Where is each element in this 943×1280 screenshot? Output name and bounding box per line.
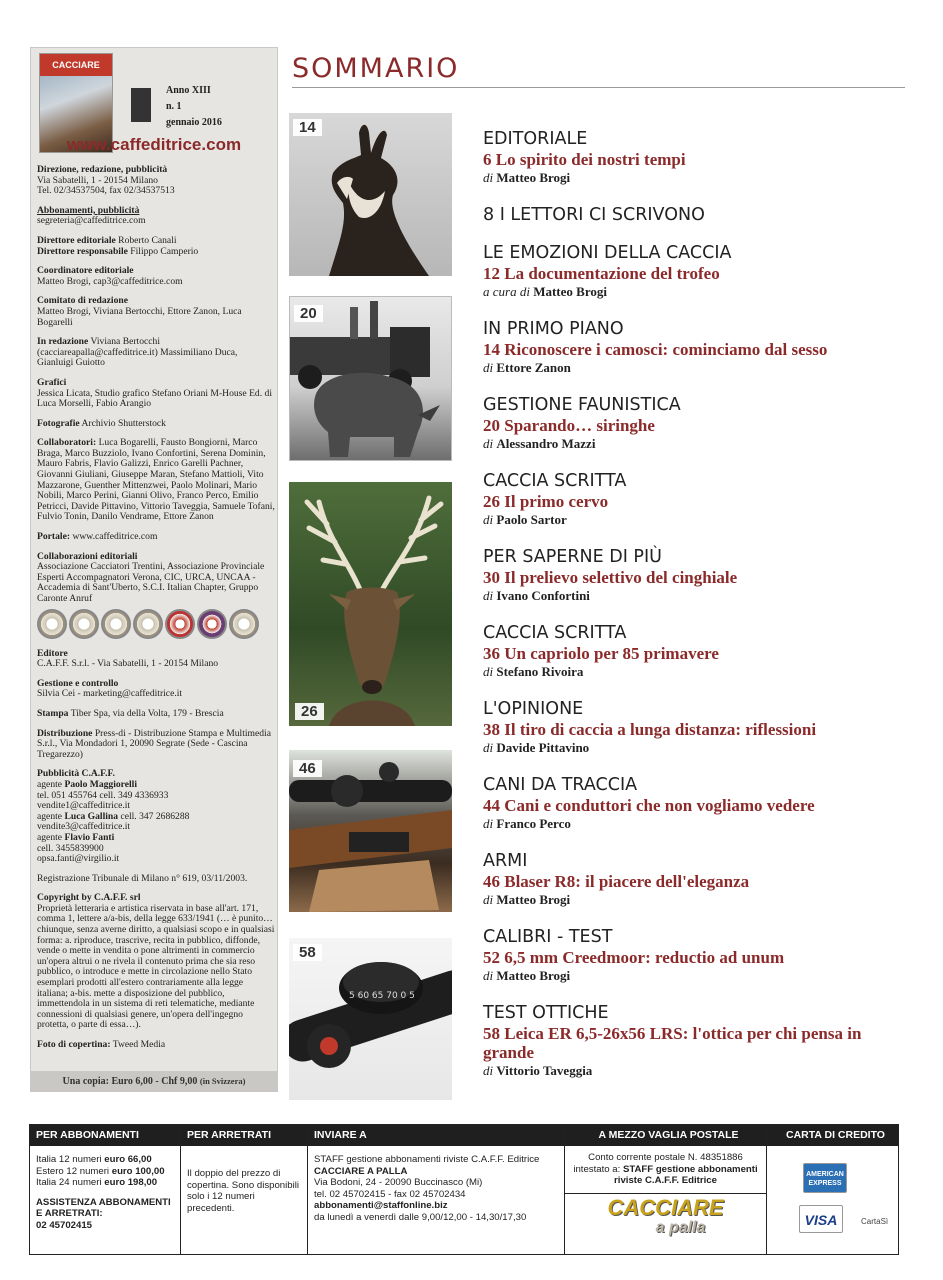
article-title-text: Cani e conduttori che non vogliamo vedere (504, 796, 815, 815)
byline (483, 283, 903, 301)
section-title: CALIBRI - TEST (483, 927, 613, 947)
toc-entry[interactable] (483, 394, 903, 453)
intestato-value: STAFF gestione abbonamenti riviste C.A.F.F. Editrice (614, 1163, 758, 1187)
byline-prefix: di (483, 588, 494, 603)
arretrati-column (181, 1125, 308, 1254)
byline-prefix: di (483, 512, 494, 527)
abbonamenti-email[interactable]: segreteria@caffeditrice.com (37, 215, 146, 227)
byline (483, 663, 903, 681)
author: Matteo Brogi (496, 968, 571, 983)
amex-icon: AMERICAN EXPRESS (803, 1163, 847, 1193)
grafici-block (37, 378, 275, 410)
author: Paolo Sartor (496, 512, 567, 527)
page-number: 30 (483, 568, 500, 587)
byline-prefix: a cura di (483, 284, 530, 299)
direttore-responsabile-label: Direttore responsabile (37, 245, 128, 257)
photo-page-number: 26 (295, 703, 324, 720)
agent2-email[interactable]: vendite3@caffeditrice.it (37, 821, 131, 833)
direttore-responsabile-value: Filippo Camperio (130, 245, 199, 257)
section-title: PER SAPERNE DI PIÙ (483, 547, 662, 567)
price-main: Una copia: Euro 6,00 - Chf 9,00 (62, 1076, 198, 1087)
foto-copertina-label: Foto di copertina: (37, 1039, 111, 1050)
pubblicita-label: Pubblicità C.A.F.F. (37, 768, 115, 780)
in-redazione-value: Viviana Bertocchi (cacciareapalla@caffeditrice.it) Massimiliano Duca, Gianluigi Guiotto (37, 336, 238, 369)
article-title (483, 264, 903, 283)
masthead-credits (37, 165, 275, 1060)
stampa-value: Tiber Spa, via della Volta, 179 - Brescia (70, 707, 224, 719)
foto-copertina-value: Tweed Media (112, 1039, 166, 1050)
distribuzione-label: Distribuzione (37, 727, 93, 739)
author: Franco Perco (496, 816, 571, 831)
pubblicita-block (37, 769, 275, 864)
byline-prefix: di (483, 1063, 494, 1078)
page-number: 6 (483, 150, 492, 169)
carta-heading: CARTA DI CREDITO (767, 1125, 898, 1146)
section-title: GESTIONE FAUNISTICA (483, 395, 681, 415)
byline (483, 359, 903, 377)
agent1-contact: tel. 051 455764 cell. 349 4336933 (37, 789, 169, 801)
byline-prefix: di (483, 170, 494, 185)
agent2-name: Luca Gallina (64, 810, 119, 822)
collaborazioni-label: Collaborazioni editoriali (37, 550, 138, 562)
subscription-footer (29, 1124, 899, 1255)
chamois-illustration (289, 113, 452, 276)
article-title (483, 340, 903, 359)
svg-text:5 60 65 70 0 5: 5 60 65 70 0 5 (349, 991, 415, 1001)
article-title-text: La documentazione del trofeo (504, 264, 720, 283)
toc-entry[interactable] (483, 774, 903, 833)
direzione-block (37, 165, 275, 197)
editore-label: Editore (37, 647, 68, 659)
logo-main: CACCIARE (607, 1194, 724, 1220)
page-number: 14 (483, 340, 500, 359)
inviare-magazine: CACCIARE A PALLA (314, 1165, 408, 1177)
cover-logo: CACCIARE (40, 54, 112, 76)
title-divider (292, 87, 905, 88)
photo-rhino-truck (289, 296, 452, 461)
article-title (483, 948, 903, 967)
intestato-prefix: intestato a: (573, 1163, 621, 1175)
in-redazione-label: In redazione (37, 336, 89, 348)
byline (483, 169, 903, 187)
issue-info (166, 83, 222, 131)
inviare-body (308, 1146, 564, 1224)
article-title-text: Lo spirito dei nostri tempi (495, 150, 686, 169)
foto-copertina-block (37, 1040, 275, 1051)
carta-column (767, 1125, 898, 1254)
caff-logo (131, 88, 151, 122)
stampa-label: Stampa (37, 707, 69, 719)
toc-entry[interactable] (483, 318, 903, 377)
inviare-column (308, 1125, 565, 1254)
issue-date: gennaio 2016 (166, 117, 222, 128)
fotografie-value: Archivio Shutterstock (81, 417, 166, 429)
article-title (483, 872, 903, 891)
author: Ivano Confortini (496, 588, 590, 603)
page-number: 38 (483, 720, 500, 739)
inviare-phone: tel. 02 45702415 - fax 02 45702434 (314, 1188, 466, 1200)
registrazione: Registrazione Tribunale di Milano n° 619, 03/11/2003. (37, 872, 248, 884)
article-title-text: 6,5 mm Creedmoor: reductio ad unum (504, 948, 785, 967)
page-number: 26 (483, 492, 500, 511)
agent1-email[interactable]: vendite1@caffeditrice.it (37, 800, 131, 812)
article-title (483, 644, 903, 663)
gestione-label: Gestione e controllo (37, 677, 119, 689)
direttori-block (37, 236, 275, 257)
section-title: CACCIA SCRITTA (483, 471, 627, 491)
byline (483, 967, 903, 985)
in-redazione-block (37, 337, 275, 369)
abbonamenti-heading: PER ABBONAMENTI (30, 1125, 180, 1146)
portale-block (37, 532, 275, 543)
direzione-tel: Tel. 02/34537504, fax 02/34537513 (37, 185, 175, 197)
abbonamenti-label: Abbonamenti, pubblicità (37, 204, 140, 216)
inviare-email[interactable]: abbonamenti@staffonline.biz (314, 1200, 448, 1212)
page-number: 52 (483, 948, 500, 967)
agent1-name: Paolo Maggiorelli (64, 778, 138, 790)
page-number: 36 (483, 644, 500, 663)
article-title-text: Blaser R8: il piacere dell'eleganza (504, 872, 750, 891)
leica-scope-illustration (289, 938, 452, 1100)
agent2-contact: cell. 347 2686288 (120, 810, 190, 822)
issue-number: n. 1 (166, 101, 182, 112)
article-title-text: Leica ER 6,5-26x56 LRS: l'ottica per chi pensa in grande (483, 1024, 862, 1062)
author: Matteo Brogi (496, 892, 571, 907)
collaboratori-block (37, 438, 275, 523)
byline-prefix: di (483, 892, 494, 907)
logo-sub: a palla (655, 1218, 706, 1236)
editore-value: C.A.F.F. S.r.l. - Via Sabatelli, 1 - 20154 Milano (37, 658, 219, 670)
byline (483, 511, 903, 529)
byline-prefix: di (483, 740, 494, 755)
byline-prefix: di (483, 360, 494, 375)
vaglia-body (565, 1146, 766, 1194)
photo-page-number: 58 (293, 944, 322, 961)
inviare-heading: INVIARE A (308, 1125, 564, 1146)
toc-entry[interactable] (483, 698, 903, 757)
distribuzione-value: Press-di - Distribuzione Stampa e Multimedia S.r.l., Via Mondadori 1, 20090 Segrate (Sede - Cascina Tregarezzo) (37, 727, 271, 760)
copyright-label: Copyright by C.A.F.F. srl (37, 892, 141, 904)
portale-value[interactable]: www.caffeditrice.com (72, 531, 158, 543)
toc-entry[interactable] (483, 1002, 903, 1080)
abbonamenti-column (30, 1125, 181, 1254)
issue-year: Anno XIII (166, 85, 211, 96)
arretrati-text: Il doppio del prezzo di copertina. Sono disponibili solo i 12 numeri precedenti. (187, 1168, 300, 1214)
photo-red-deer (289, 482, 452, 726)
masthead-column (30, 47, 278, 1092)
red-deer-illustration (289, 482, 452, 726)
price-line (36, 1177, 174, 1189)
visa-icon: VISA (799, 1205, 843, 1233)
photo-page-number: 46 (293, 760, 322, 777)
price-label: Italia 12 numeri (36, 1154, 102, 1165)
article-title (483, 492, 903, 511)
byline (483, 739, 903, 757)
article-title-text: Un capriolo per 85 primavere (504, 644, 719, 663)
byline-prefix: di (483, 816, 494, 831)
assistenza-phone[interactable]: 02 45702415 (36, 1219, 93, 1231)
direttore-editoriale-value: Roberto Canali (118, 234, 177, 246)
section-title: 8 I LETTORI CI SCRIVONO (483, 205, 705, 225)
price-line (36, 1154, 174, 1166)
vaglia-column (565, 1125, 767, 1254)
byline (483, 815, 903, 833)
section-title: EDITORIALE (483, 129, 588, 149)
association-seal-icon (197, 609, 227, 639)
byline (483, 435, 903, 453)
conto-corrente: Conto corrente postale N. 48351886 (588, 1152, 743, 1163)
collaboratori-label: Collaboratori: (37, 437, 97, 449)
photo-blaser-rifle (289, 750, 452, 912)
page-number: 44 (483, 796, 500, 815)
portale-label: Portale: (37, 531, 71, 543)
article-title (483, 720, 903, 739)
cacciare-a-palla-logo (565, 1194, 766, 1238)
price-note: (in Svizzera) (199, 1076, 246, 1086)
article-title-text: Il tiro di caccia a lunga distanza: riflessioni (504, 720, 817, 739)
price-value: euro 198,00 (104, 1177, 158, 1189)
toc-entry[interactable] (483, 204, 903, 226)
coordinatore-value: Matteo Brogi, cap3@caffeditrice.com (37, 275, 183, 287)
author: Stefano Rivoira (496, 664, 584, 679)
intestato-a (569, 1164, 762, 1187)
coordinatore-block (37, 266, 275, 287)
section-title: ARMI (483, 851, 528, 871)
photo-chamois (289, 113, 452, 276)
author: Matteo Brogi (496, 170, 571, 185)
editore-block (37, 649, 275, 670)
price-label: Italia 24 numeri (36, 1177, 102, 1189)
article-title-text: Il prelievo selettivo del cinghiale (504, 568, 738, 587)
photo-leica-scope (289, 938, 452, 1100)
author: Vittorio Taveggia (496, 1063, 593, 1078)
article-title (483, 150, 903, 169)
association-seal-icon (37, 609, 67, 639)
agent-label: agente (37, 778, 63, 790)
fotografie-block (37, 419, 275, 430)
section-title: IN PRIMO PIANO (483, 319, 624, 339)
author: Alessandro Mazzi (496, 436, 596, 451)
section-title: LE EMOZIONI DELLA CACCIA (483, 243, 732, 263)
agent3-name: Flavio Fanti (64, 831, 115, 843)
toc-entry[interactable] (483, 926, 903, 985)
vaglia-heading: A MEZZO VAGLIA POSTALE (565, 1125, 766, 1146)
inviare-address: Via Bodoni, 24 - 20090 Buccinasco (Mi) (314, 1177, 483, 1189)
page-number: 46 (483, 872, 500, 891)
page-number: 58 (483, 1024, 500, 1043)
price-label: Estero 12 numeri (36, 1165, 110, 1177)
byline-prefix: di (483, 436, 494, 451)
price-value: euro 66,00 (104, 1154, 152, 1165)
direzione-address: Via Sabatelli, 1 - 20154 Milano (37, 174, 158, 186)
article-title-text: Il primo cervo (504, 492, 609, 511)
article-title (483, 796, 903, 815)
comitato-label: Comitato di redazione (37, 295, 128, 307)
gestione-value: Silvia Cei - marketing@caffeditrice.it (37, 688, 183, 700)
inviare-hours: da lunedì a venerdì dalle 9,00/12,00 - 14,30/17,30 (314, 1211, 527, 1223)
grafici-value: Jessica Licata, Studio grafico Stefano Oriani M-House Ed. di Luca Morselli, Fabio Arangio (37, 387, 272, 410)
association-seal-icon (133, 609, 163, 639)
association-seals (37, 609, 275, 639)
direttore-editoriale-label: Direttore editoriale (37, 234, 116, 246)
comitato-block (37, 296, 275, 328)
toc-entry[interactable] (483, 242, 903, 301)
author: Davide Pittavino (496, 740, 590, 755)
toc-entry[interactable] (483, 622, 903, 681)
byline (483, 1062, 903, 1080)
agent-label: agente (37, 831, 63, 843)
section-title: L'OPINIONE (483, 699, 584, 719)
inviare-line: STAFF gestione abbonamenti riviste C.A.F.F. Editrice (314, 1154, 540, 1165)
page-title: SOMMARIO (292, 53, 460, 84)
collaborazioni-block (37, 552, 275, 605)
page-number: 12 (483, 264, 500, 283)
copyright-value: Proprietà letteraria e artistica riservata in base all'art. 171, comma 1, lettere a/a-bis, della legge 633/1941 (… è punito… chiunque, senza averne diritto, a qualsiasi scopo e in qualsiasi forma: a. riproduce, trascrive, recita in pubblico, diffonde, vende o mette in vendita o pone altrimenti in commercio un'opera altrui o ne rivela il contenuto prima che sia reso pubblico, o introduce e mette in circolazione nello Stato esemplari prodotti all'estero contrariamente alla legge italiana; a-bis. mette a disposizione del pubblico, immettendola in un sistema di reti telematiche, mediante connessioni di qualsiasi genere, un'opera dell'ingegno protetta, o parte di essa…). (37, 902, 275, 1031)
assistenza-label: ASSISTENZA ABBONAMENTI E ARRETRATI: (36, 1196, 171, 1220)
association-seal-icon (165, 609, 195, 639)
page-number: 20 (483, 416, 500, 435)
collaborazioni-value: Associazione Cacciatori Trentini, Associazione Provinciale Esperti Accompagnatori Verona, CIC, URCA, UNCAA - Accademia di Sant'Uberto, S.C.I. Italian Chapter, Gruppo Caronte Anruf (37, 561, 265, 604)
toc-entry[interactable] (483, 128, 903, 187)
price-bar (31, 1071, 277, 1091)
toc-entry[interactable] (483, 546, 903, 605)
byline (483, 587, 903, 605)
arretrati-heading: PER ARRETRATI (181, 1125, 307, 1146)
agent-label: agente (37, 810, 63, 822)
grafici-label: Grafici (37, 376, 67, 388)
abbonamenti-body (30, 1146, 180, 1232)
comitato-value: Matteo Brogi, Viviana Bertocchi, Ettore Zanon, Luca Bogarelli (37, 305, 242, 328)
article-title-text: Riconoscere i camosci: cominciamo dal sesso (504, 340, 828, 359)
fotografie-label: Fotografie (37, 417, 80, 429)
abbonamenti-block (37, 206, 275, 227)
section-title: CACCIA SCRITTA (483, 623, 627, 643)
association-seal-icon (69, 609, 99, 639)
association-seal-icon (101, 609, 131, 639)
photo-page-number: 20 (294, 305, 323, 322)
section-title: CANI DA TRACCIA (483, 775, 638, 795)
distribuzione-block (37, 729, 275, 761)
article-title (483, 568, 903, 587)
byline-prefix: di (483, 968, 494, 983)
byline-prefix: di (483, 664, 494, 679)
photo-page-number: 14 (293, 119, 322, 136)
direzione-label: Direzione, redazione, pubblicità (37, 164, 168, 175)
article-title-text: Sparando… siringhe (504, 416, 655, 435)
section-title: TEST OTTICHE (483, 1003, 609, 1023)
website-link[interactable]: www.caffeditrice.com (66, 135, 242, 154)
copyright-block (37, 893, 275, 1031)
gestione-block (37, 679, 275, 700)
coordinatore-label: Coordinatore editoriale (37, 265, 134, 277)
article-title (483, 416, 903, 435)
author: Matteo Brogi (533, 284, 607, 299)
toc-entry[interactable] (483, 850, 903, 909)
price-value: euro 100,00 (111, 1165, 165, 1177)
price-line (36, 1166, 174, 1178)
agent3-contact: cell. 3455839900 (37, 842, 104, 854)
byline (483, 891, 903, 909)
association-seal-icon (229, 609, 259, 639)
author: Ettore Zanon (496, 360, 571, 375)
stampa-block (37, 709, 275, 720)
collaboratori-value: Luca Bogarelli, Fausto Bongiorni, Marco Braga, Marco Buzziolo, Ivano Confortini, Serena Dominin, Mauro Fabris, Flavio Galizzi, Enrico Garelli Pachner, Giovanni Giuliani, Giuseppe Maran, Stefano Mattioli, Vito Mazzarone, Guenther Mittenzwei, Paolo Molinari, Mario Nobili, Marco Perini, Gianni Olivo, Franco Perco, Emilio Petricci, Davide Pittavino, Vittorio Taveggia, Samuele Tofani, Fulvio Tonin, Danilo Vendrame, Ettore Zanon (37, 437, 275, 523)
cartasi-icon: CartaSì (861, 1217, 889, 1226)
agent3-email[interactable]: opsa.fanti@virgilio.it (37, 853, 120, 865)
toc-entry[interactable] (483, 470, 903, 529)
article-title (483, 1024, 903, 1062)
